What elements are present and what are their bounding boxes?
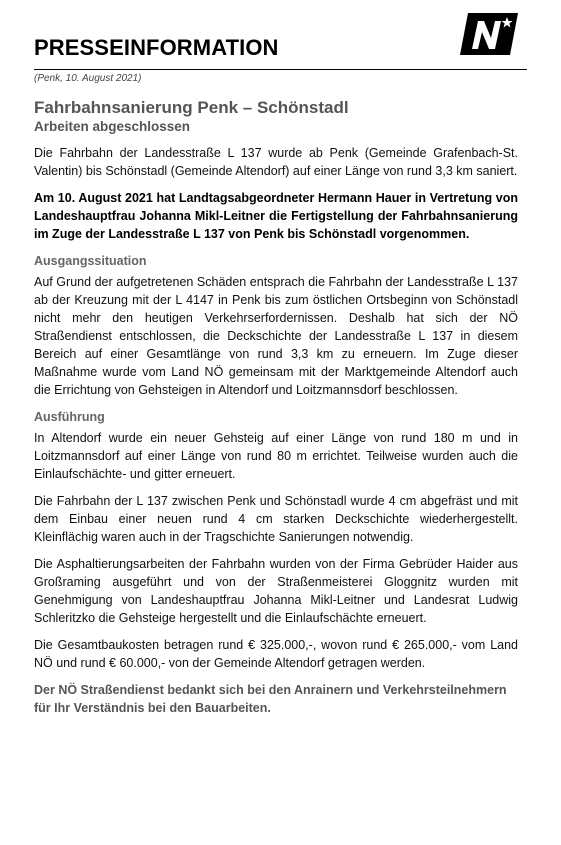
closing-paragraph: Der NÖ Straßendienst bedankt sich bei den Anrainern und Verkehrsteilnehmern für Ihr Verständnis bei den Bauarbeiten. [34,683,507,715]
lead-paragraph: Am 10. August 2021 hat Landtagsabgeordneter Hermann Hauer in Vertretung von Landeshauptfrau Johanna Mikl-Leitner die Fertigstellung der Fahrbahnsanierung im Zuge der Landesstraße L 137 von Penk bis Schönstadl vorgenommen. [34,191,518,241]
noe-logo-icon [460,11,518,57]
paragraph-asphaltierung: Die Asphaltierungsarbeiten der Fahrbahn wurden von der Firma Gebrüder Haider aus Großraming ausgeführt und von der Straßenmeisterei Gloggnitz wurden mit Genehmigung von Landeshauptfrau Johanna Mikl-Leitner und Landesrat Ludwig Schleritzko die Gehsteige hergestellt und die Einlaufschächte erneuert. [34,557,518,625]
article-subheadline: Arbeiten abgeschlossen [34,119,191,134]
paragraph-gehsteige: In Altendorf wurde ein neuer Gehsteig auf einer Länge von rund 180 m und in Loitzmannsdorf auf einer Länge von rund 80 m errichtet. Teilweise wurden auch die Einlaufschächte- und gitter erneuert. [34,431,518,481]
page-title: PRESSEINFORMATION [34,35,279,60]
header-divider [34,69,527,70]
date-line: (Penk, 10. August 2021) [34,73,142,84]
article-body [34,98,518,726]
section-heading-ausfuehrung: Ausführung [34,410,105,424]
section-heading-ausgangssituation: Ausgangssituation [34,254,147,268]
article-headline: Fahrbahnsanierung Penk – Schönstadl [34,98,349,117]
paragraph-fahrbahn: Die Fahrbahn der L 137 zwischen Penk und Schönstadl wurde 4 cm abgefräst und mit dem Einbau einer neuen rund 4 cm starken Deckschichte wiederhergestellt. Kleinflächig waren auch in der Tragschichte Sanierungen notwendig. [34,494,518,544]
paragraph-ausgangssituation: Auf Grund der aufgetretenen Schäden entsprach die Fahrbahn der Landesstraße L 137 ab der Kreuzung mit der L 4147 in Penk bis zum östlichen Ortsbeginn von Schönstadl nicht mehr den heutigen Verkehrserfordernissen. Deshalb hat sich der NÖ Straßendienst entschlossen, die Deckschichte der Landesstraße L 137 in diesem Bereich auf einer Gesamtlänge von rund 3,3 km zu erneuern. Im Zuge dieser Maßnahme wurde vom Land NÖ gemeinsam mit der Marktgemeinde Altendorf auch die Errichtung von Gehsteigen in Altendorf und Loitzmannsdorf beschlossen. [34,275,518,397]
intro-paragraph: Die Fahrbahn der Landesstraße L 137 wurde ab Penk (Gemeinde Grafenbach-St. Valentin) bis Schönstadl (Gemeinde Altendorf) auf einer Länge von rund 3,3 km saniert. [34,146,518,178]
paragraph-baukosten: Die Gesamtbaukosten betragen rund € 325.000,-, wovon rund € 265.000,- vom Land NÖ und rund € 60.000,- von der Gemeinde Altendorf getragen werden. [34,638,518,670]
